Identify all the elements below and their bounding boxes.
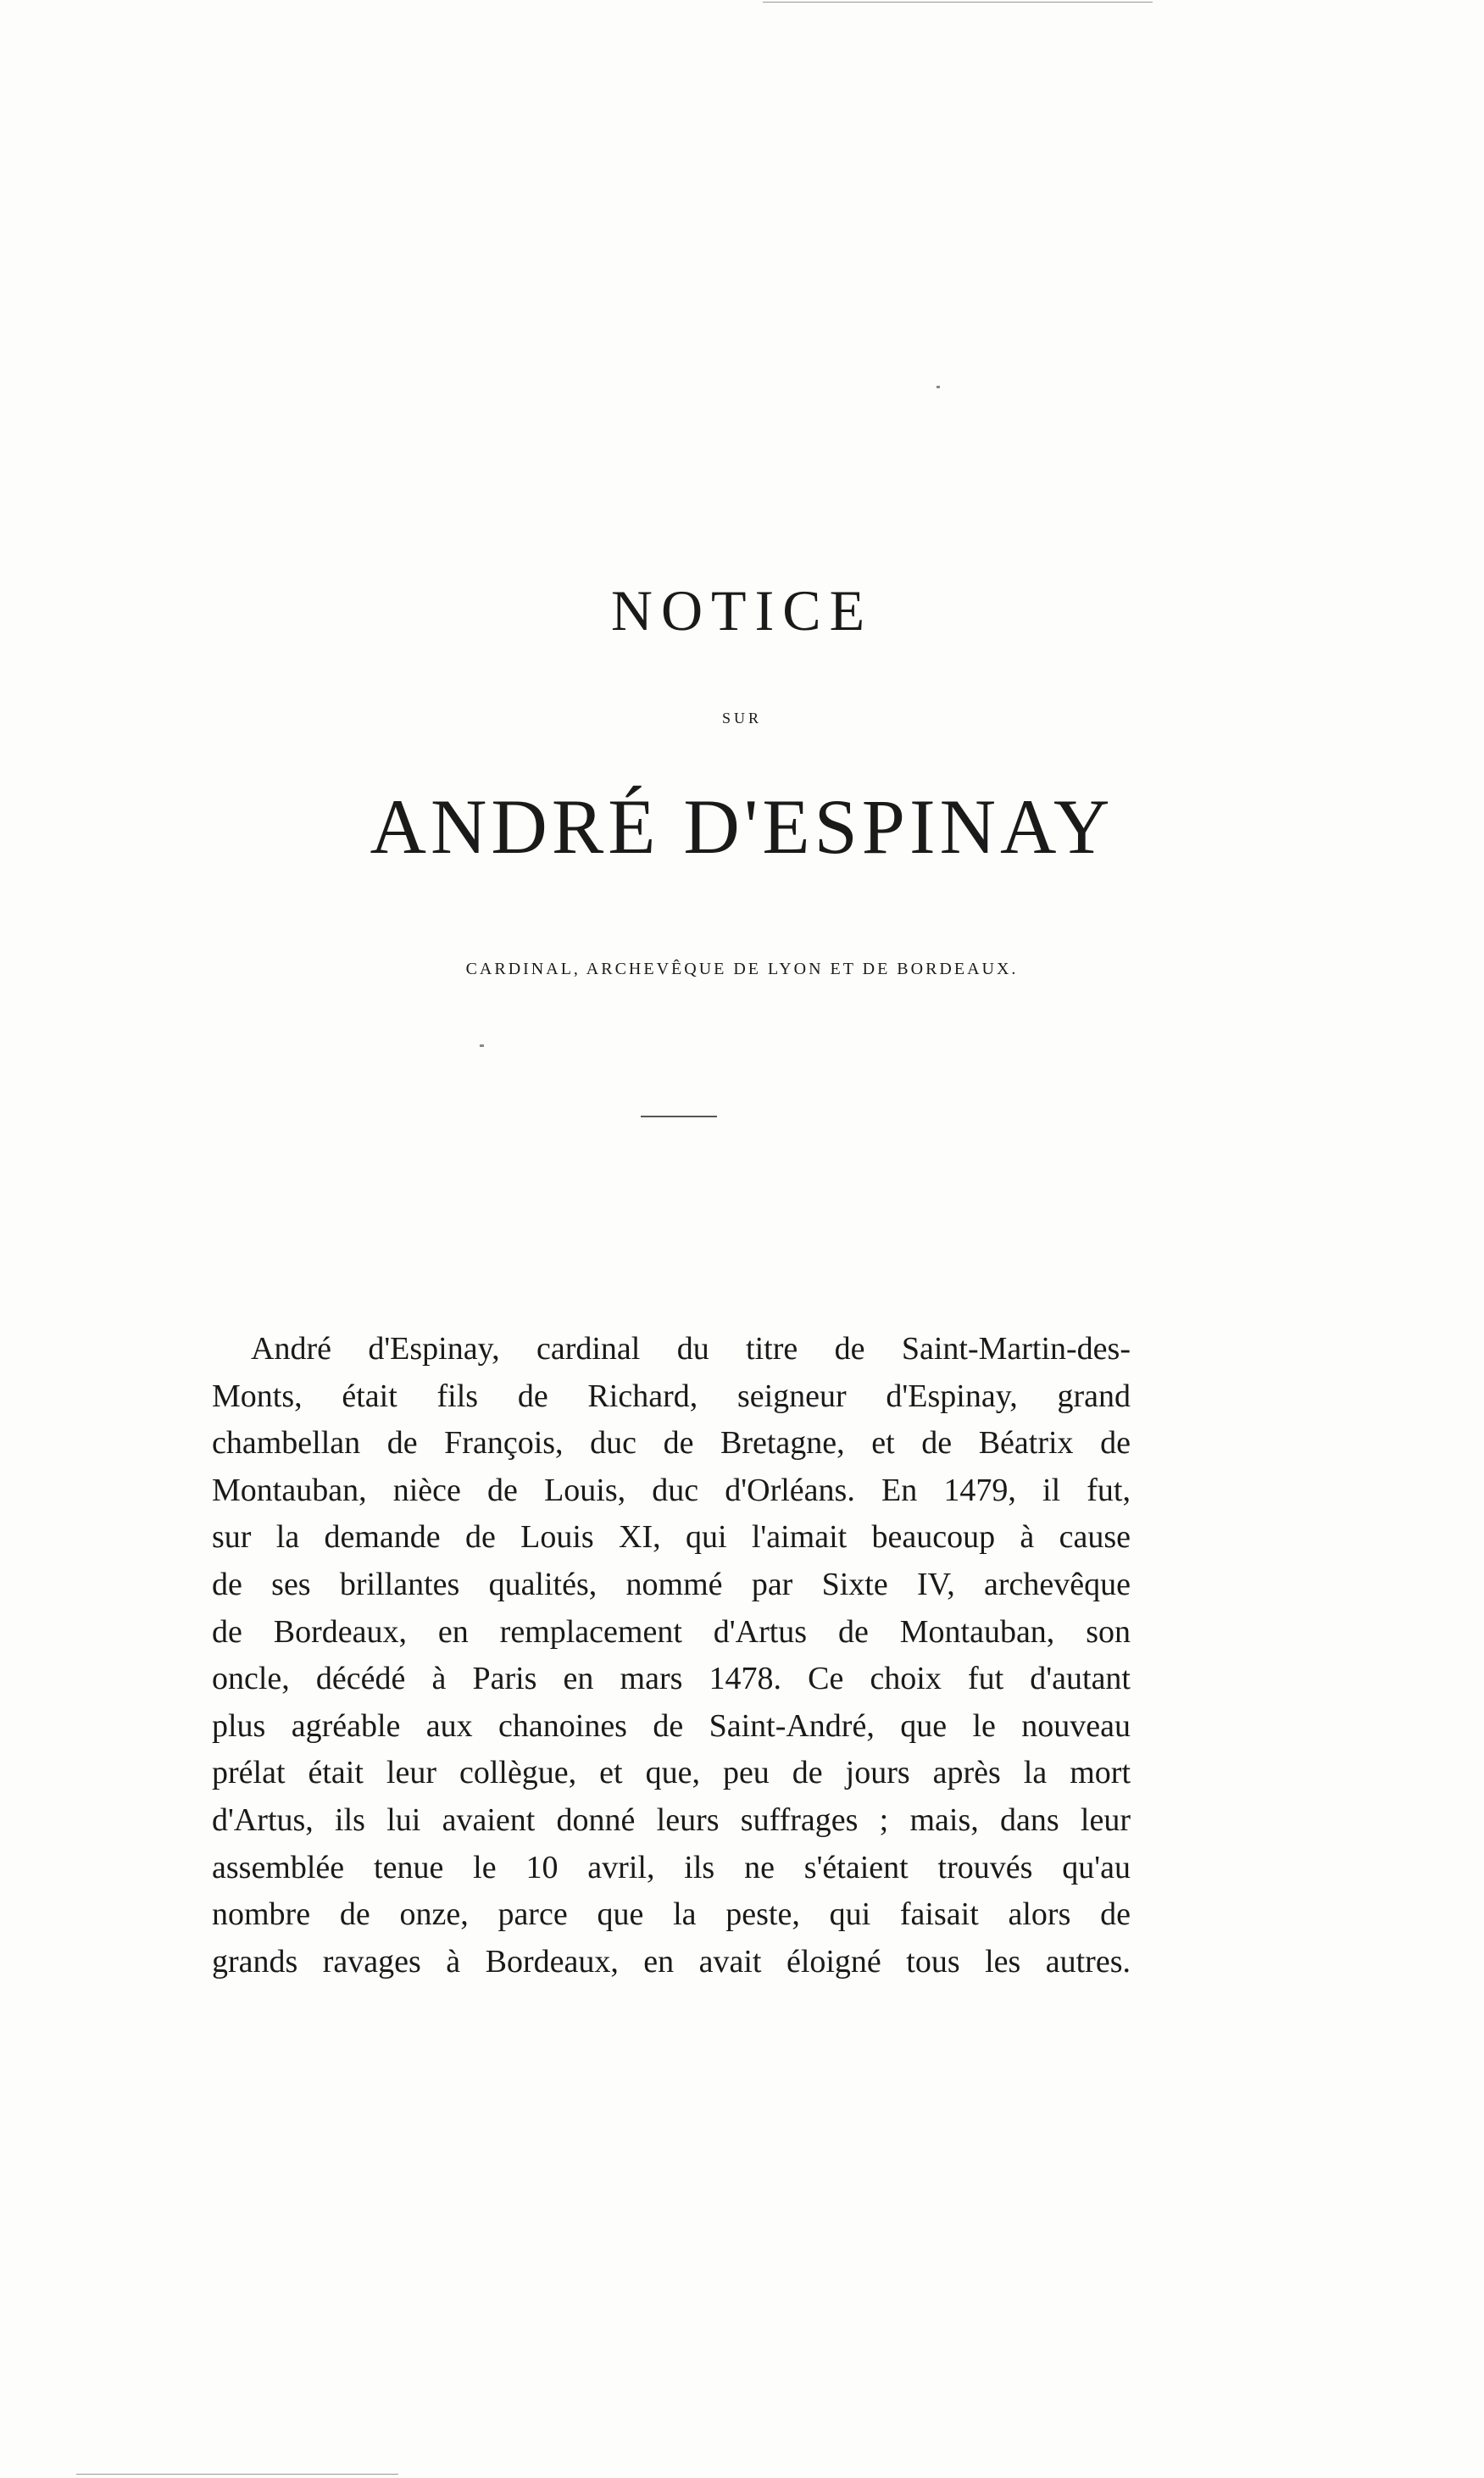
speck-mark	[480, 1044, 484, 1047]
page-title: ANDRÉ D'ESPINAY	[370, 783, 1114, 870]
top-edge-mark	[763, 2, 1153, 3]
bottom-edge-mark	[76, 2474, 398, 2475]
text-line: de ses brillantes qualités, nommé par Sixte IV, archevêque	[212, 1566, 1131, 1602]
text-line: plus agréable aux chanoines de Saint-André, que le nouveau	[212, 1707, 1131, 1744]
text-line: grands ravages à Bordeaux, en avait éloigné tous les autres.	[212, 1943, 1131, 1980]
text-line: prélat était leur collègue, et que, peu de jours après la mort	[212, 1755, 1131, 1791]
sur-label: SUR	[721, 710, 762, 727]
text-line: Monts, était fils de Richard, seigneur d'Espinay, grand	[212, 1378, 1131, 1414]
speck-mark	[937, 386, 940, 388]
subtitle: CARDINAL, ARCHEVÊQUE DE LYON ET DE BORDEAUX.	[465, 960, 1019, 978]
text-line: d'Artus, ils lui avaient donné leurs suffrages ; mais, dans leur	[212, 1801, 1131, 1838]
text-line: nombre de onze, parce que la peste, qui faisait alors de	[212, 1896, 1131, 1933]
text-line: chambellan de François, duc de Bretagne, et de Béatrix de	[212, 1425, 1131, 1462]
divider	[641, 1116, 717, 1117]
text-line: de Bordeaux, en remplacement d'Artus de Montauban, son	[212, 1613, 1131, 1650]
text-line: André d'Espinay, cardinal du titre de Saint-Martin-des-	[251, 1331, 1131, 1367]
notice-title: NOTICE	[610, 578, 874, 643]
text-line: assemblée tenue le 10 avril, ils ne s'étaient trouvés qu'au	[212, 1849, 1131, 1885]
body-paragraph	[212, 1326, 1131, 1985]
text-line: sur la demande de Louis XI, qui l'aimait beaucoup à cause	[212, 1519, 1131, 1556]
text-line: Montauban, nièce de Louis, duc d'Orléans. En 1479, il fut,	[212, 1472, 1131, 1508]
text-line: oncle, décédé à Paris en mars 1478. Ce choix fut d'autant	[212, 1661, 1131, 1697]
